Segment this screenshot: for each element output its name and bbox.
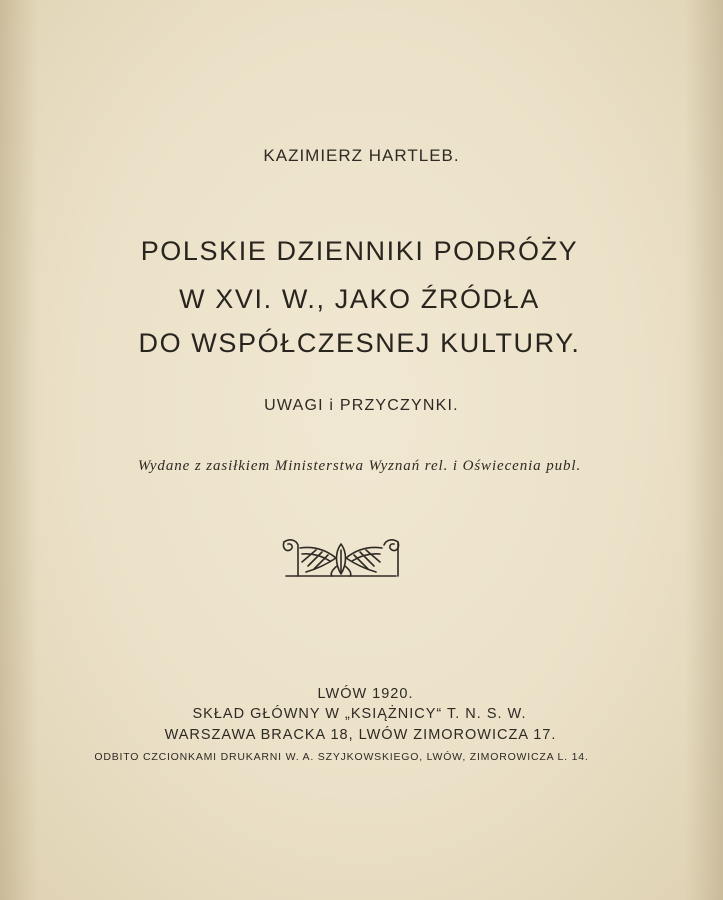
imprint-distributor: SKŁAD GŁÓWNY W „KSIĄŻNICY“ T. N. S. W. [192,706,527,722]
funding-note: Wydane z zasiłkiem Ministerstwa Wyznań rel. i Oświecenia publ. [137,458,582,474]
printer-line: ODBITO CZCIONKAMI DRUKARNI W. A. SZYJKOWSKIEGO, LWÓW, ZIMOROWICZA L. 14. [94,751,589,763]
art-nouveau-ornament-icon [280,536,402,582]
imprint-addresses: WARSZAWA BRACKA 18, LWÓW ZIMOROWICZA 17. [164,727,557,743]
title-line-3: DO WSPÓŁCZESNEJ KULTURY. [138,328,581,358]
imprint-place-year: LWÓW 1920. [317,686,414,702]
title-line-2: W XVI. W., JAKO ŹRÓDŁA [179,284,540,314]
author-name: KAZIMIERZ HARTLEB. [263,146,460,165]
subtitle: UWAGI i PRZYCZYNKI. [264,397,459,414]
left-page-edge [0,0,38,900]
right-page-edge [685,0,723,900]
title-line-1: POLSKIE DZIENNIKI PODRÓŻY [140,236,579,266]
